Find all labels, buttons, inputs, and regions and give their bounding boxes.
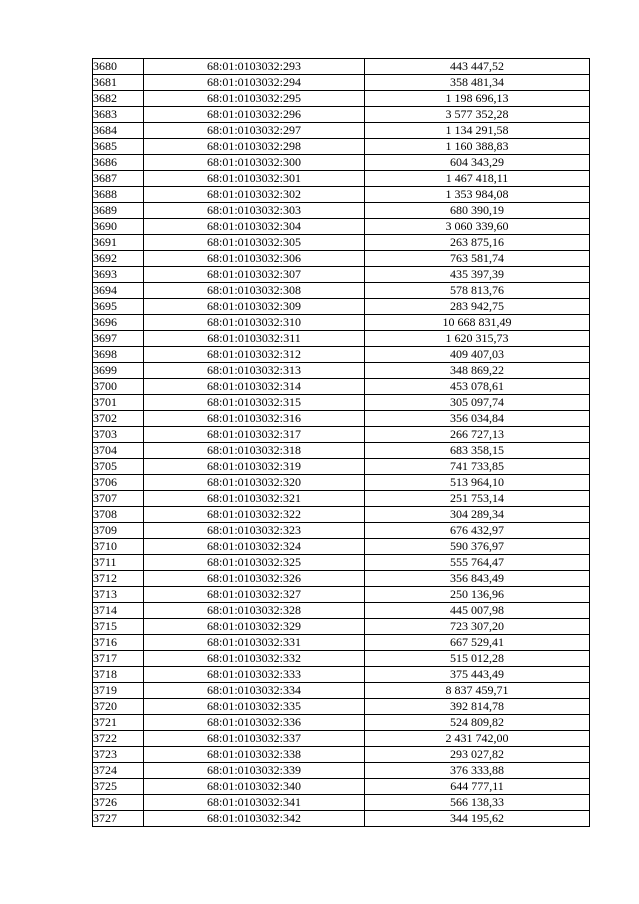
table-row — [93, 715, 590, 731]
row-number-cell: 3713 — [93, 587, 144, 603]
table-row — [93, 795, 590, 811]
table-row — [93, 187, 590, 203]
table-row — [93, 779, 590, 795]
cadastral-value-cell: 683 358,15 — [365, 443, 590, 459]
cadastral-value-cell: 453 078,61 — [365, 379, 590, 395]
row-number-cell: 3723 — [93, 747, 144, 763]
cadastral-number-cell: 68:01:0103032:324 — [144, 539, 365, 555]
table-row — [93, 75, 590, 91]
table-row — [93, 251, 590, 267]
cadastral-number-cell: 68:01:0103032:304 — [144, 219, 365, 235]
cadastral-number-cell: 68:01:0103032:294 — [144, 75, 365, 91]
table-row — [93, 667, 590, 683]
row-number-cell: 3721 — [93, 715, 144, 731]
table-row — [93, 411, 590, 427]
row-number-cell: 3709 — [93, 523, 144, 539]
cadastral-number-cell: 68:01:0103032:313 — [144, 363, 365, 379]
cadastral-number-cell: 68:01:0103032:335 — [144, 699, 365, 715]
cadastral-number-cell: 68:01:0103032:302 — [144, 187, 365, 203]
cadastral-number-cell: 68:01:0103032:331 — [144, 635, 365, 651]
cadastral-value-cell: 555 764,47 — [365, 555, 590, 571]
cadastral-number-cell: 68:01:0103032:296 — [144, 107, 365, 123]
row-number-cell: 3690 — [93, 219, 144, 235]
table-row — [93, 59, 590, 75]
table-row — [93, 747, 590, 763]
row-number-cell: 3708 — [93, 507, 144, 523]
cadastral-number-cell: 68:01:0103032:342 — [144, 811, 365, 827]
row-number-cell: 3712 — [93, 571, 144, 587]
row-number-cell: 3688 — [93, 187, 144, 203]
table-row — [93, 539, 590, 555]
cadastral-value-cell: 1 198 696,13 — [365, 91, 590, 107]
cadastral-number-cell: 68:01:0103032:325 — [144, 555, 365, 571]
cadastral-number-cell: 68:01:0103032:311 — [144, 331, 365, 347]
cadastral-value-cell: 443 447,52 — [365, 59, 590, 75]
cadastral-value-cell: 409 407,03 — [365, 347, 590, 363]
table-row — [93, 299, 590, 315]
table-row — [93, 155, 590, 171]
cadastral-number-cell: 68:01:0103032:305 — [144, 235, 365, 251]
cadastral-number-cell: 68:01:0103032:341 — [144, 795, 365, 811]
row-number-cell: 3702 — [93, 411, 144, 427]
row-number-cell: 3694 — [93, 283, 144, 299]
cadastral-value-cell: 676 432,97 — [365, 523, 590, 539]
cadastral-number-cell: 68:01:0103032:329 — [144, 619, 365, 635]
table-row — [93, 331, 590, 347]
cadastral-value-cell: 3 060 339,60 — [365, 219, 590, 235]
cadastral-number-cell: 68:01:0103032:306 — [144, 251, 365, 267]
row-number-cell: 3681 — [93, 75, 144, 91]
row-number-cell: 3692 — [93, 251, 144, 267]
row-number-cell: 3684 — [93, 123, 144, 139]
cadastral-number-cell: 68:01:0103032:309 — [144, 299, 365, 315]
row-number-cell: 3706 — [93, 475, 144, 491]
cadastral-number-cell: 68:01:0103032:320 — [144, 475, 365, 491]
row-number-cell: 3695 — [93, 299, 144, 315]
cadastral-value-cell: 293 027,82 — [365, 747, 590, 763]
row-number-cell: 3719 — [93, 683, 144, 699]
cadastral-value-cell: 251 753,14 — [365, 491, 590, 507]
table-row — [93, 619, 590, 635]
cadastral-number-cell: 68:01:0103032:333 — [144, 667, 365, 683]
cadastral-number-cell: 68:01:0103032:300 — [144, 155, 365, 171]
cadastral-value-cell: 348 869,22 — [365, 363, 590, 379]
row-number-cell: 3725 — [93, 779, 144, 795]
table-row — [93, 427, 590, 443]
cadastral-value-cell: 667 529,41 — [365, 635, 590, 651]
table-row — [93, 699, 590, 715]
table-row — [93, 603, 590, 619]
row-number-cell: 3711 — [93, 555, 144, 571]
cadastral-number-cell: 68:01:0103032:303 — [144, 203, 365, 219]
cadastral-value-cell: 375 443,49 — [365, 667, 590, 683]
table-row — [93, 459, 590, 475]
cadastral-number-cell: 68:01:0103032:327 — [144, 587, 365, 603]
cadastral-value-cell: 305 097,74 — [365, 395, 590, 411]
row-number-cell: 3682 — [93, 91, 144, 107]
cadastral-value-cell: 8 837 459,71 — [365, 683, 590, 699]
row-number-cell: 3703 — [93, 427, 144, 443]
table-row — [93, 635, 590, 651]
table-row — [93, 523, 590, 539]
table-row — [93, 555, 590, 571]
cadastral-number-cell: 68:01:0103032:340 — [144, 779, 365, 795]
cadastral-value-cell: 723 307,20 — [365, 619, 590, 635]
cadastral-value-cell: 1 353 984,08 — [365, 187, 590, 203]
cadastral-value-cell: 356 034,84 — [365, 411, 590, 427]
cadastral-value-cell: 680 390,19 — [365, 203, 590, 219]
row-number-cell: 3683 — [93, 107, 144, 123]
table-row — [93, 91, 590, 107]
table-row — [93, 651, 590, 667]
cadastral-number-cell: 68:01:0103032:332 — [144, 651, 365, 667]
row-number-cell: 3685 — [93, 139, 144, 155]
row-number-cell: 3696 — [93, 315, 144, 331]
cadastral-value-cell: 263 875,16 — [365, 235, 590, 251]
table-row — [93, 235, 590, 251]
cadastral-value-cell: 344 195,62 — [365, 811, 590, 827]
cadastral-value-cell: 2 431 742,00 — [365, 731, 590, 747]
row-number-cell: 3699 — [93, 363, 144, 379]
cadastral-number-cell: 68:01:0103032:323 — [144, 523, 365, 539]
table-row — [93, 443, 590, 459]
cadastral-number-cell: 68:01:0103032:321 — [144, 491, 365, 507]
row-number-cell: 3700 — [93, 379, 144, 395]
table-row — [93, 283, 590, 299]
row-number-cell: 3698 — [93, 347, 144, 363]
cadastral-value-cell: 356 843,49 — [365, 571, 590, 587]
table-row — [93, 491, 590, 507]
cadastral-value-cell: 1 467 418,11 — [365, 171, 590, 187]
row-number-cell: 3693 — [93, 267, 144, 283]
cadastral-value-cell: 763 581,74 — [365, 251, 590, 267]
cadastral-number-cell: 68:01:0103032:322 — [144, 507, 365, 523]
table-row — [93, 363, 590, 379]
cadastral-value-cell: 3 577 352,28 — [365, 107, 590, 123]
cadastral-value-cell: 590 376,97 — [365, 539, 590, 555]
row-number-cell: 3707 — [93, 491, 144, 507]
cadastral-value-cell: 524 809,82 — [365, 715, 590, 731]
table-row — [93, 587, 590, 603]
row-number-cell: 3720 — [93, 699, 144, 715]
table-row — [93, 347, 590, 363]
cadastral-value-cell: 644 777,11 — [365, 779, 590, 795]
row-number-cell: 3687 — [93, 171, 144, 187]
cadastral-number-cell: 68:01:0103032:295 — [144, 91, 365, 107]
table-row — [93, 763, 590, 779]
cadastral-value-cell: 1 134 291,58 — [365, 123, 590, 139]
cadastral-number-cell: 68:01:0103032:316 — [144, 411, 365, 427]
cadastral-value-cell: 566 138,33 — [365, 795, 590, 811]
row-number-cell: 3722 — [93, 731, 144, 747]
cadastral-value-cell: 304 289,34 — [365, 507, 590, 523]
table-row — [93, 571, 590, 587]
cadastral-value-cell: 1 620 315,73 — [365, 331, 590, 347]
row-number-cell: 3726 — [93, 795, 144, 811]
cadastral-number-cell: 68:01:0103032:318 — [144, 443, 365, 459]
cadastral-number-cell: 68:01:0103032:293 — [144, 59, 365, 75]
table-row — [93, 315, 590, 331]
cadastral-number-cell: 68:01:0103032:338 — [144, 747, 365, 763]
cadastral-value-cell: 604 343,29 — [365, 155, 590, 171]
cadastral-number-cell: 68:01:0103032:314 — [144, 379, 365, 395]
cadastral-number-cell: 68:01:0103032:307 — [144, 267, 365, 283]
table-row — [93, 379, 590, 395]
row-number-cell: 3689 — [93, 203, 144, 219]
cadastral-value-cell: 392 814,78 — [365, 699, 590, 715]
table-body — [93, 59, 590, 827]
cadastral-number-cell: 68:01:0103032:317 — [144, 427, 365, 443]
cadastral-value-table — [92, 58, 590, 827]
cadastral-number-cell: 68:01:0103032:328 — [144, 603, 365, 619]
row-number-cell: 3710 — [93, 539, 144, 555]
cadastral-number-cell: 68:01:0103032:337 — [144, 731, 365, 747]
cadastral-value-cell: 283 942,75 — [365, 299, 590, 315]
cadastral-number-cell: 68:01:0103032:308 — [144, 283, 365, 299]
row-number-cell: 3697 — [93, 331, 144, 347]
cadastral-number-cell: 68:01:0103032:339 — [144, 763, 365, 779]
cadastral-value-cell: 1 160 388,83 — [365, 139, 590, 155]
cadastral-number-cell: 68:01:0103032:310 — [144, 315, 365, 331]
cadastral-value-cell: 445 007,98 — [365, 603, 590, 619]
cadastral-value-cell: 10 668 831,49 — [365, 315, 590, 331]
cadastral-number-cell: 68:01:0103032:298 — [144, 139, 365, 155]
table-row — [93, 507, 590, 523]
table-row — [93, 123, 590, 139]
table-row — [93, 171, 590, 187]
cadastral-number-cell: 68:01:0103032:326 — [144, 571, 365, 587]
cadastral-value-cell: 513 964,10 — [365, 475, 590, 491]
cadastral-number-cell: 68:01:0103032:297 — [144, 123, 365, 139]
table-row — [93, 811, 590, 827]
row-number-cell: 3686 — [93, 155, 144, 171]
row-number-cell: 3724 — [93, 763, 144, 779]
table-row — [93, 139, 590, 155]
row-number-cell: 3691 — [93, 235, 144, 251]
cadastral-value-cell: 250 136,96 — [365, 587, 590, 603]
row-number-cell: 3705 — [93, 459, 144, 475]
table-row — [93, 107, 590, 123]
table-row — [93, 219, 590, 235]
row-number-cell: 3718 — [93, 667, 144, 683]
row-number-cell: 3680 — [93, 59, 144, 75]
cadastral-number-cell: 68:01:0103032:319 — [144, 459, 365, 475]
row-number-cell: 3714 — [93, 603, 144, 619]
cadastral-value-cell: 578 813,76 — [365, 283, 590, 299]
cadastral-value-cell: 515 012,28 — [365, 651, 590, 667]
table-row — [93, 475, 590, 491]
cadastral-number-cell: 68:01:0103032:315 — [144, 395, 365, 411]
table-row — [93, 267, 590, 283]
cadastral-value-cell: 741 733,85 — [365, 459, 590, 475]
cadastral-value-cell: 376 333,88 — [365, 763, 590, 779]
cadastral-value-cell: 266 727,13 — [365, 427, 590, 443]
table-row — [93, 731, 590, 747]
cadastral-number-cell: 68:01:0103032:312 — [144, 347, 365, 363]
row-number-cell: 3717 — [93, 651, 144, 667]
row-number-cell: 3716 — [93, 635, 144, 651]
cadastral-number-cell: 68:01:0103032:334 — [144, 683, 365, 699]
cadastral-number-cell: 68:01:0103032:336 — [144, 715, 365, 731]
row-number-cell: 3715 — [93, 619, 144, 635]
cadastral-number-cell: 68:01:0103032:301 — [144, 171, 365, 187]
table-row — [93, 203, 590, 219]
cadastral-value-cell: 358 481,34 — [365, 75, 590, 91]
table-row — [93, 395, 590, 411]
table-row — [93, 683, 590, 699]
row-number-cell: 3701 — [93, 395, 144, 411]
row-number-cell: 3704 — [93, 443, 144, 459]
row-number-cell: 3727 — [93, 811, 144, 827]
cadastral-value-cell: 435 397,39 — [365, 267, 590, 283]
